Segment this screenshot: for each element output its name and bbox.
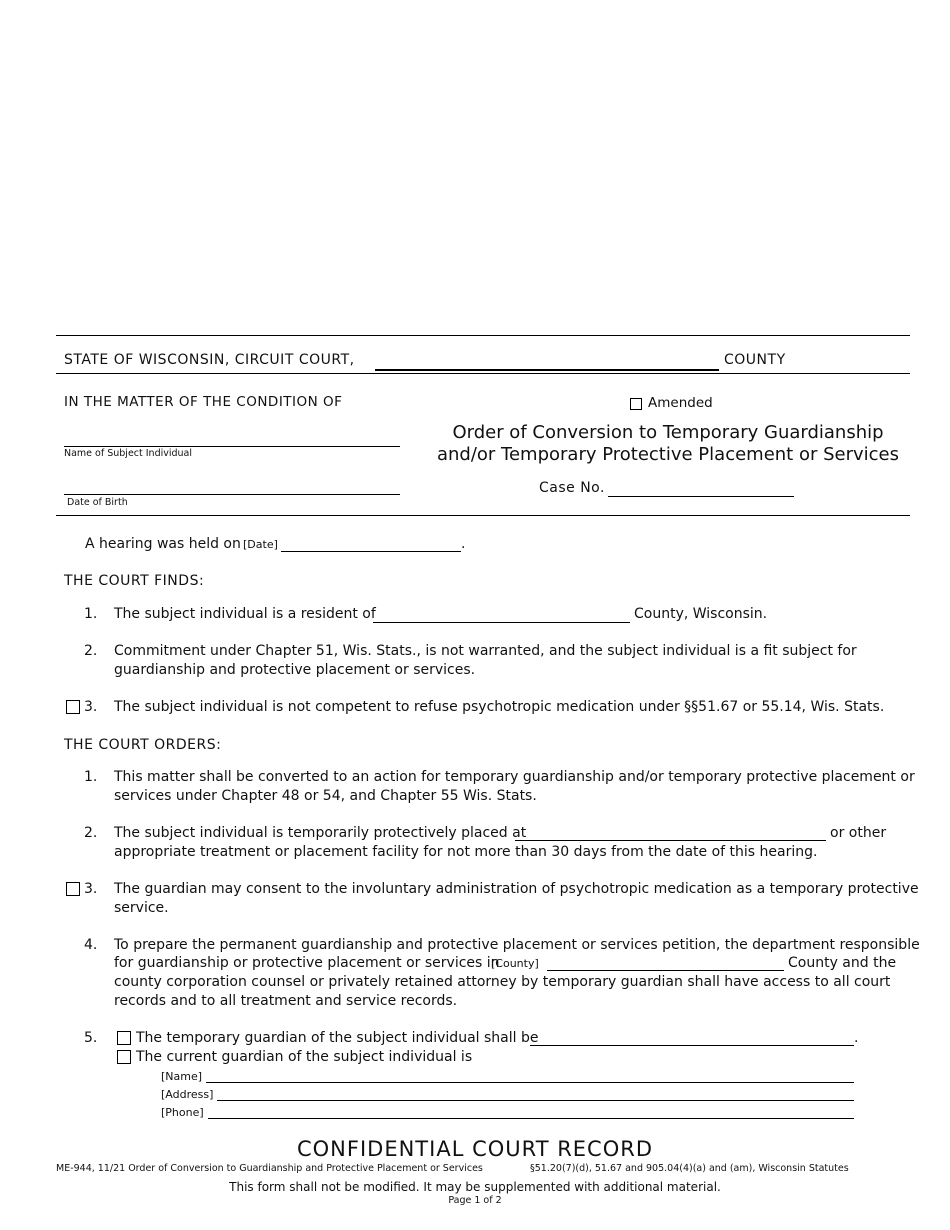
hearing-text: A hearing was held on: [85, 536, 241, 552]
guardian-address-field[interactable]: [217, 1100, 854, 1101]
current-guardian-checkbox[interactable]: [117, 1050, 131, 1064]
form-id: ME-944, 11/21 Order of Conversion to Guardianship and Protective Placement or Services: [56, 1163, 483, 1174]
order-3-line2: service.: [114, 900, 169, 916]
residence-county-field[interactable]: [373, 622, 630, 623]
order-2-number: 2.: [84, 825, 98, 841]
guardian-phone-label: [Phone]: [161, 1106, 204, 1119]
order-4-number: 4.: [84, 937, 98, 953]
state-court-label: STATE OF WISCONSIN, CIRCUIT COURT,: [64, 352, 355, 368]
temporary-guardian-checkbox[interactable]: [117, 1031, 131, 1045]
guardian-name-field[interactable]: [206, 1082, 854, 1083]
temporary-guardian-field[interactable]: [530, 1045, 854, 1046]
amended-label: Amended: [648, 395, 713, 411]
current-guardian-text: The current guardian of the subject individual is: [136, 1049, 473, 1065]
form-title-line2: and/or Temporary Protective Placement or Services: [436, 444, 900, 465]
finding-3-number: 3.: [84, 699, 98, 715]
guardian-phone-field[interactable]: [208, 1118, 854, 1119]
hearing-period: .: [461, 536, 466, 552]
hearing-date-hint: [Date]: [243, 538, 278, 551]
finding-2-line1: Commitment under Chapter 51, Wis. Stats., is not warranted, and the subject individual is a fit subject for: [114, 643, 857, 659]
order-1-line2: services under Chapter 48 or 54, and Chapter 55 Wis. Stats.: [114, 788, 537, 804]
finding-2-number: 2.: [84, 643, 98, 659]
matter-label: IN THE MATTER OF THE CONDITION OF: [64, 394, 343, 410]
order-5-number: 5.: [84, 1030, 98, 1046]
finding-1-text: The subject individual is a resident of: [114, 606, 376, 622]
order-4-line4: records and to all treatment and service records.: [114, 993, 458, 1009]
guardian-name-label: [Name]: [161, 1070, 203, 1083]
header-second-rule: [56, 373, 910, 374]
finding-1-number: 1.: [84, 606, 98, 622]
statutes-reference: §51.20(7)(d), 51.67 and 905.04(4)(a) and (am), Wisconsin Statutes: [530, 1163, 849, 1174]
finding-3-checkbox[interactable]: [66, 700, 80, 714]
amended-checkbox[interactable]: [630, 398, 642, 410]
department-county-field[interactable]: [547, 970, 784, 971]
dob-label: Date of Birth: [67, 497, 128, 508]
order-2-suffix: or other: [830, 825, 887, 841]
temporary-guardian-text: The temporary guardian of the subject individual shall be: [136, 1030, 539, 1046]
modification-notice: This form shall not be modified. It may be supplemented with additional material.: [229, 1180, 721, 1194]
order-3-number: 3.: [84, 881, 98, 897]
header-bottom-rule: [56, 515, 910, 516]
finding-3-text: The subject individual is not competent to refuse psychotropic medication under §§51.67 or 55.14, Wis. Stats.: [114, 699, 885, 715]
finding-1-suffix: County, Wisconsin.: [634, 606, 768, 622]
order-2-text: The subject individual is temporarily protectively placed at: [114, 825, 527, 841]
findings-heading: THE COURT FINDS:: [64, 573, 205, 589]
county-name-field[interactable]: [375, 369, 719, 371]
order-1-line1: This matter shall be converted to an action for temporary guardianship and/or temporary protective placement or: [114, 769, 915, 785]
finding-2-line2: guardianship and protective placement or services.: [114, 662, 476, 678]
dob-field[interactable]: [64, 494, 400, 495]
case-no-field[interactable]: [608, 496, 794, 497]
order-4-county-hint: [County]: [491, 957, 539, 970]
order-4-line1: To prepare the permanent guardianship and protective placement or services petition, the department responsible: [114, 937, 920, 953]
header-top-rule: [56, 335, 910, 336]
order-4-line2: for guardianship or protective placement or services in: [114, 955, 500, 971]
order-3-line1: The guardian may consent to the involuntary administration of psychotropic medication as a temporary protective: [114, 881, 919, 897]
guardian-address-label: [Address]: [161, 1088, 214, 1101]
case-no-label: Case No.: [539, 480, 605, 496]
hearing-date-field[interactable]: [281, 551, 461, 552]
subject-name-field[interactable]: [64, 446, 400, 447]
county-label: COUNTY: [724, 352, 786, 368]
order-2-line2: appropriate treatment or placement facility for not more than 30 days from the date of this hearing.: [114, 844, 818, 860]
form-title-line1: Order of Conversion to Temporary Guardianship: [452, 422, 884, 443]
order-1-number: 1.: [84, 769, 98, 785]
order-4-line3: county corporation counsel or privately retained attorney by temporary guardian shall have access to all court: [114, 974, 891, 990]
temporary-guardian-period: .: [854, 1030, 859, 1046]
confidential-banner: CONFIDENTIAL COURT RECORD: [296, 1137, 654, 1161]
placement-facility-field[interactable]: [515, 840, 826, 841]
order-4-line2-suffix: County and the: [788, 955, 897, 971]
orders-heading: THE COURT ORDERS:: [64, 737, 222, 753]
page-number: Page 1 of 2: [448, 1195, 502, 1206]
order-3-checkbox[interactable]: [66, 882, 80, 896]
subject-name-label: Name of Subject Individual: [64, 448, 193, 459]
